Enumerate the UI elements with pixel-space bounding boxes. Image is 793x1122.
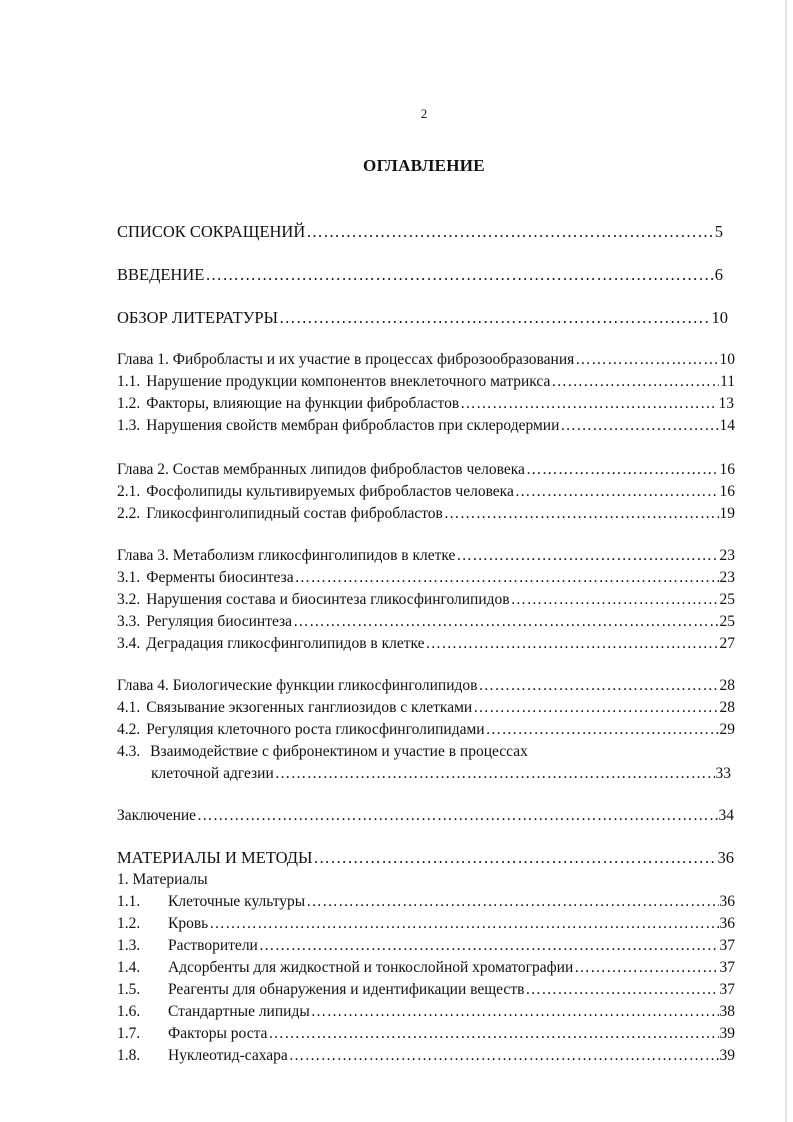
leader-dots — [526, 460, 719, 480]
toc-entry-4-2[interactable] — [117, 720, 735, 740]
toc-entry-label: Адсорбенты для жидкостной и тонкослойной хроматографии — [168, 959, 574, 976]
toc-entry-page: 33 — [715, 765, 731, 782]
toc-entry-label: Глава 1. Фибробласты и их участие в процессах фиброзообразования — [117, 351, 575, 368]
toc-entry-label: Ферменты биосинтеза — [146, 569, 294, 586]
toc-entry-page: 37 — [719, 937, 735, 954]
leader-dots — [551, 372, 719, 392]
toc-entry-m-1-1[interactable] — [117, 892, 735, 912]
toc-entry-1-3[interactable] — [117, 416, 735, 436]
toc-entry-label: Нарушения свойств мембран фибробластов при склеродермии — [146, 417, 560, 434]
leader-dots — [486, 720, 719, 740]
toc-entry-number: 1.3. — [117, 417, 141, 434]
toc-entry-number: 2.2. — [117, 505, 141, 522]
toc-entry-number: 2.1. — [117, 483, 141, 500]
toc-entry-number: 4.1. — [117, 699, 141, 716]
toc-entry-label: Связывание экзогенных ганглиозидов с клетками — [146, 699, 473, 716]
toc-entry-number: 1.2. — [117, 915, 141, 932]
toc-entry-page: 6 — [714, 265, 723, 284]
toc-entry-label: Фосфолипиды культивируемых фибробластов человека — [146, 483, 514, 500]
leader-dots — [311, 1002, 719, 1022]
toc-entry-number: 3.2. — [117, 591, 141, 608]
toc-entry-page: 27 — [719, 635, 735, 652]
leader-dots — [306, 222, 713, 242]
toc-entry-page: 10 — [719, 351, 735, 368]
leader-dots — [268, 1024, 718, 1044]
toc-entry-label: Деградация гликосфинголипидов в клетке — [146, 635, 425, 652]
page-number: 2 — [420, 106, 428, 121]
toc-entry-4-3-line2[interactable] — [151, 764, 731, 784]
leader-dots — [295, 568, 719, 588]
toc-entry-number: 3.3. — [117, 613, 141, 630]
toc-entry-label: Заключение — [117, 807, 197, 824]
toc-entry-3-2[interactable] — [117, 590, 735, 610]
toc-entry-label: ВВЕДЕНИЕ — [117, 265, 205, 284]
toc-entry-page: 14 — [719, 417, 735, 434]
toc-entry-page: 28 — [719, 699, 735, 716]
toc-entry-number: 1.8. — [117, 1047, 141, 1064]
toc-entry-page: 36 — [719, 893, 735, 910]
toc-entry-label: Регуляция клеточного роста гликосфинголипидами — [146, 721, 485, 738]
toc-entry-label: Регуляция биосинтеза — [146, 613, 293, 630]
leader-dots — [306, 892, 718, 912]
toc-entry-page: 10 — [711, 308, 728, 327]
toc-entry-label: Нуклеотид-сахара — [168, 1047, 288, 1064]
toc-entry-1-1[interactable] — [117, 372, 735, 392]
toc-entry-page: 5 — [714, 222, 723, 241]
leader-dots — [275, 764, 715, 784]
toc-entry-m-1-2[interactable] — [117, 914, 735, 934]
toc-entry-number: 1.4. — [117, 959, 141, 976]
toc-entry-label: Реагенты для обнаружения и идентификации веществ — [168, 981, 525, 998]
toc-entry-label: Факторы роста — [168, 1025, 268, 1042]
toc-entry-label: Клеточные культуры — [168, 893, 306, 910]
toc-entry-page: 25 — [719, 613, 735, 630]
toc-entry-label: Нарушение продукции компонентов внеклеточного матрикса — [146, 373, 551, 390]
toc-entry-label: Гликосфинголипидный состав фибробластов — [146, 505, 443, 522]
toc-entry-abbreviations[interactable] — [117, 222, 723, 242]
toc-entry-number: 3.1. — [117, 569, 141, 586]
toc-entry-page: 39 — [719, 1047, 735, 1064]
toc-entry-label: ОБЗОР ЛИТЕРАТУРЫ — [117, 308, 278, 327]
toc-entry-m-1-3[interactable] — [117, 936, 735, 956]
toc-chapter-1[interactable] — [117, 350, 735, 370]
toc-entry-page: 16 — [719, 483, 735, 500]
leader-dots — [525, 980, 718, 1000]
toc-entry-number: 1.3. — [117, 937, 141, 954]
toc-entry-page: 19 — [719, 505, 735, 522]
toc-entry-label: Глава 4. Биологические функции гликосфинголипидов — [117, 677, 478, 694]
toc-entry-number: 4.3. — [117, 743, 141, 760]
toc-entry-page: 37 — [719, 959, 735, 976]
toc-entry-page: 23 — [719, 547, 735, 564]
leader-dots — [575, 350, 718, 370]
toc-entry-3-1[interactable] — [117, 568, 735, 588]
leader-dots — [293, 612, 718, 632]
toc-entry-label: Растворители — [168, 937, 258, 954]
toc-entry-2-2[interactable] — [117, 504, 735, 524]
toc-entry-2-1[interactable] — [117, 482, 735, 502]
leader-dots — [515, 482, 719, 502]
toc-title: ОГЛАВЛЕНИЕ — [363, 156, 485, 175]
toc-entry-label: Стандартные липиды — [168, 1003, 310, 1020]
toc-entry-label: Нарушения состава и биосинтеза гликосфинголипидов — [146, 591, 510, 608]
leader-dots — [205, 265, 713, 285]
toc-entry-page: 13 — [718, 395, 734, 412]
toc-entry-page: 36 — [719, 915, 735, 932]
leader-dots — [279, 308, 711, 328]
toc-entry-page: 34 — [718, 807, 734, 824]
toc-entry-page: 37 — [719, 981, 735, 998]
toc-entry-page: 16 — [719, 461, 735, 478]
toc-entry-label: Глава 3. Метаболизм гликосфинголипидов в клетке — [117, 547, 456, 564]
leader-dots — [313, 848, 716, 868]
leader-dots — [473, 698, 718, 718]
toc-entry-3-3[interactable] — [117, 612, 735, 632]
toc-entry-m-1-6[interactable] — [117, 1002, 735, 1022]
toc-entry-page: 11 — [720, 373, 735, 390]
toc-entry-literature-review[interactable] — [117, 308, 728, 328]
toc-entry-page: 36 — [717, 848, 734, 867]
toc-entry-page: 23 — [719, 569, 735, 586]
leader-dots — [574, 958, 718, 978]
toc-entry-page: 29 — [719, 721, 735, 738]
toc-entry-number: 1.1. — [117, 373, 141, 390]
leader-dots — [456, 546, 718, 566]
toc-entry-label: Взаимодействие с фибронектином и участие в процессах — [150, 743, 528, 760]
toc-entry-m-1-4[interactable] — [117, 958, 735, 978]
toc-subheading-materials[interactable]: 1. Материалы — [117, 871, 208, 888]
toc-chapter-2[interactable] — [117, 460, 735, 480]
leader-dots — [560, 416, 718, 436]
leader-dots — [259, 936, 719, 956]
toc-entry-m-1-5[interactable] — [117, 980, 735, 1000]
toc-entry-4-3-line1[interactable] — [117, 742, 528, 762]
toc-chapter-4[interactable] — [117, 676, 735, 696]
toc-entry-label: Факторы, влияющие на функции фибробластов — [146, 395, 460, 412]
leader-dots — [460, 394, 717, 414]
toc-entry-label: СПИСОК СОКРАЩЕНИЙ — [117, 222, 306, 241]
toc-entry-number: 3.4. — [117, 635, 141, 652]
toc-entry-conclusion[interactable] — [117, 806, 734, 826]
leader-dots — [197, 806, 717, 826]
toc-entry-label: МАТЕРИАЛЫ И МЕТОДЫ — [117, 848, 313, 867]
toc-entry-number: 1.2. — [117, 395, 141, 412]
leader-dots — [209, 914, 718, 934]
toc-entry-m-1-8[interactable] — [117, 1046, 735, 1066]
leader-dots — [289, 1046, 719, 1066]
toc-entry-introduction[interactable] — [117, 265, 723, 285]
toc-entry-label: Глава 2. Состав мембранных липидов фибробластов человека — [117, 461, 525, 478]
toc-entry-number: 1.7. — [117, 1025, 141, 1042]
toc-entry-page: 28 — [719, 677, 735, 694]
toc-entry-page: 25 — [719, 591, 735, 608]
toc-entry-4-1[interactable] — [117, 698, 735, 718]
toc-entry-page: 39 — [719, 1025, 735, 1042]
toc-entry-page: 38 — [719, 1003, 735, 1020]
leader-dots — [444, 504, 719, 524]
toc-section-methods[interactable] — [117, 848, 734, 868]
toc-entry-number: 4.2. — [117, 721, 141, 738]
toc-entry-3-4[interactable] — [117, 634, 735, 654]
toc-entry-label-cont: клеточной адгезии — [151, 765, 274, 782]
toc-entry-1-2[interactable] — [117, 394, 734, 414]
toc-entry-number: 1.5. — [117, 981, 141, 998]
leader-dots — [426, 634, 719, 654]
toc-chapter-3[interactable] — [117, 546, 735, 566]
toc-entry-number: 1.6. — [117, 1003, 141, 1020]
toc-entry-m-1-7[interactable] — [117, 1024, 735, 1044]
leader-dots — [478, 676, 718, 696]
toc-entry-label: Кровь — [168, 915, 209, 932]
leader-dots — [511, 590, 719, 610]
toc-entry-number: 1.1. — [117, 893, 141, 910]
